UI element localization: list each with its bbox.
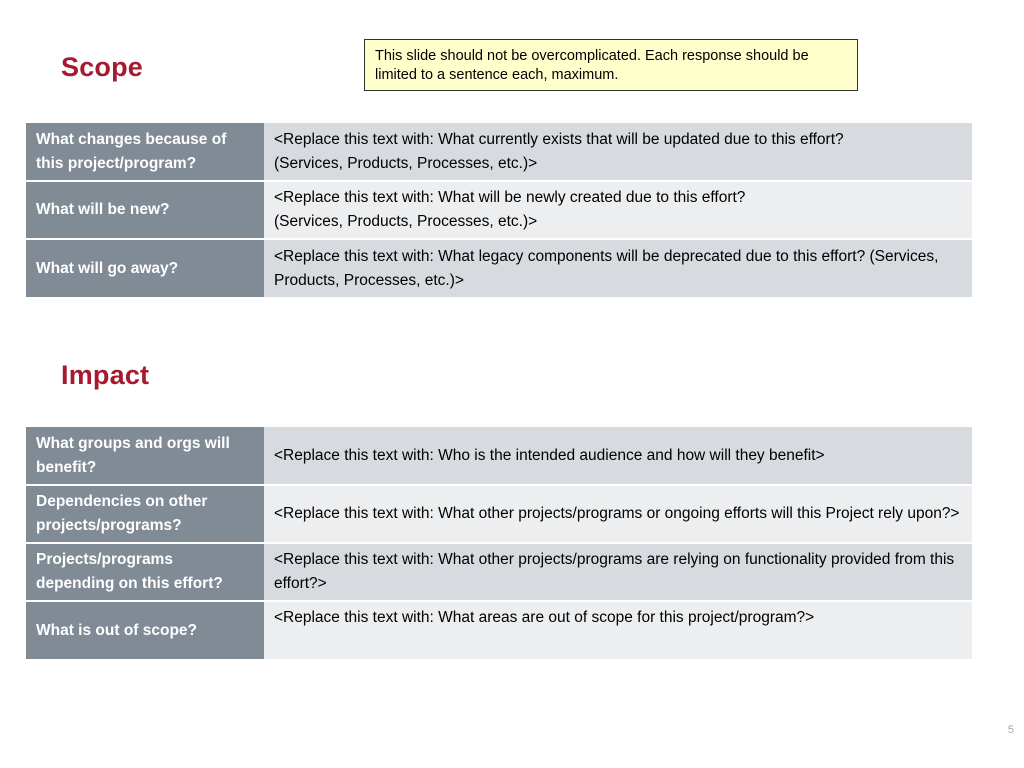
- row-label: What will be new?: [26, 181, 264, 239]
- row-value: <Replace this text with: What other projects/programs are relying on functionality provided from this effort?>: [264, 543, 972, 601]
- row-value-line: (Services, Products, Processes, etc.)>: [274, 154, 538, 172]
- row-value-line: (Services, Products, Processes, etc.)>: [274, 213, 538, 230]
- table-row: [26, 123, 972, 181]
- table-row: [26, 427, 972, 485]
- row-value: [264, 181, 972, 239]
- impact-table: [26, 427, 972, 659]
- row-value: <Replace this text with: What legacy components will be deprecated due to this effort? (Services, Products, Processes, etc.)>: [264, 239, 972, 297]
- scope-table: [26, 123, 972, 297]
- row-value: <Replace this text with: What areas are out of scope for this project/program?>: [264, 601, 972, 659]
- scope-section-title: Scope: [61, 52, 144, 82]
- row-label: Projects/programs depending on this effort?: [26, 543, 264, 601]
- row-label: Dependencies on other projects/programs?: [26, 485, 264, 543]
- row-value: [264, 123, 972, 181]
- row-value-line: <Replace this text with: What will be newly created due to this effort?: [274, 189, 746, 206]
- table-row: [26, 485, 972, 543]
- row-label: What changes because of this project/program?: [26, 123, 264, 181]
- table-row: [26, 543, 972, 601]
- row-label: What groups and orgs will benefit?: [26, 427, 264, 485]
- row-value-line: <Replace this text with: What currently exists that will be updated due to this effort?: [274, 130, 844, 148]
- row-value: <Replace this text with: Who is the intended audience and how will they benefit>: [264, 427, 972, 485]
- row-label: What is out of scope?: [26, 601, 264, 659]
- table-row: [26, 601, 972, 659]
- impact-section-title: Impact: [61, 360, 150, 390]
- page-number: 5: [1007, 724, 1014, 736]
- table-row: [26, 239, 972, 297]
- row-label: What will go away?: [26, 239, 264, 297]
- table-row: [26, 181, 972, 239]
- instruction-note: This slide should not be overcomplicated. Each response should be limited to a sentence each, maximum.: [364, 39, 858, 91]
- row-value: <Replace this text with: What other projects/programs or ongoing efforts will this Project rely upon?>: [264, 485, 972, 543]
